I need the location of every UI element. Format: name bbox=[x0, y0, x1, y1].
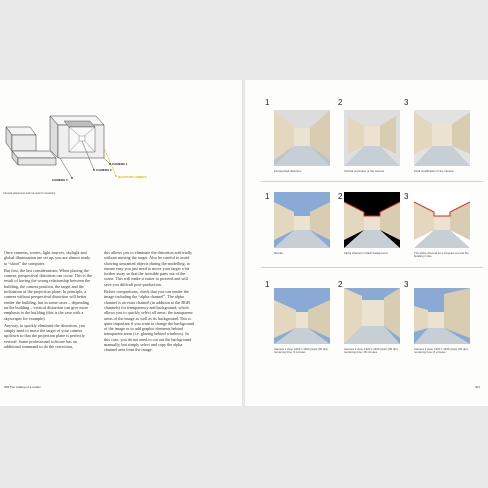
book-gutter bbox=[242, 80, 245, 406]
left-folio: 300 The making of a render bbox=[4, 385, 41, 389]
diagram-caption: Camera placement and cut-outs for rendering bbox=[3, 192, 56, 195]
step-number: 2 bbox=[338, 98, 343, 107]
render-caption: Camera 1 view, 1900 x 1400 pixels (60 dpi), rendering time: 9 minutes bbox=[274, 347, 329, 355]
render-caption: Vertical correction of the camera bbox=[344, 169, 385, 173]
step-number: 1 bbox=[265, 280, 270, 289]
camera-2-label: CAMERA 2 bbox=[96, 168, 112, 172]
step-number: 3 bbox=[404, 98, 409, 107]
render-caption: The alpha channel as a cropped out and the building in line bbox=[414, 251, 469, 259]
right-page bbox=[244, 80, 488, 406]
render-alpha-channel-black bbox=[344, 192, 400, 248]
render-perspective-distorted bbox=[274, 110, 330, 166]
render-camera-1 bbox=[274, 288, 330, 344]
render-caption: Alpha channel in black background bbox=[344, 251, 388, 255]
floor-plan-diagram bbox=[0, 108, 150, 188]
paragraph: this allows you to eliminate the distortion artificially without moving the target. Also be careful to avoid showing unwanted objects during the modelling, to ensure easy you just need to move your target a bit further away so that the invisible parts out of the scene. This will make it easier to proceed and will save you difficult post-production. bbox=[104, 250, 193, 287]
step-number: 3 bbox=[404, 192, 409, 201]
render-vertical-correction bbox=[344, 110, 400, 166]
step-number: 1 bbox=[265, 98, 270, 107]
render-caption: Final modification of the camera bbox=[414, 169, 454, 173]
render-camera-2 bbox=[344, 288, 400, 344]
text-column-1 bbox=[4, 250, 94, 351]
left-page bbox=[0, 80, 243, 406]
render-caption: Camera 2 view, 1900 x 1400 pixels (60 dpi), rendering time: 18 minutes bbox=[344, 347, 399, 355]
camera-3-label: CAMERA 3 bbox=[52, 178, 68, 182]
step-number: 2 bbox=[338, 280, 343, 289]
step-number: 2 bbox=[338, 192, 343, 201]
paragraph: But first, the last considerations: When placing the camera, perspectival distortion can occur. This is the result of having the wrong relationship between the building, the camera position, the target and the inclination of the projection plane. In principle, a camera without perspectival distortion will better render the building, but in some cases – depending on the building – vertical distortion can give more emphasis to the building (this is the case with a skyscraper for example). bbox=[4, 267, 92, 321]
render-final bbox=[274, 192, 330, 248]
paragraph: Anyway, to quickly eliminate the distortion, you simply need to move the target of your camera up/down so that the projection plane is perfectly vertical. Some professional software has an additional command to do the correction, bbox=[4, 322, 86, 350]
paragraph: Once cameras, scenes, light sources, skylight and global illumination are set up, you are almost ready to “shoot” the computer. bbox=[4, 250, 91, 266]
render-final-camera bbox=[414, 110, 470, 166]
render-caption: Perspectival distortion bbox=[274, 169, 302, 173]
render-camera-3 bbox=[414, 288, 470, 344]
paragraph: Before comparisons, check that you can render the image including the “alpha channel”. The alpha channel is an extra channel (in addition to the RGB channels) for transparency and background, which allows you to quickly select all areas: the transparent areas of the image as well as its background. This is quite important if you want to change the background of the image or to add graphic elements behind transparent areas (i.e. glazing behind windows). In this case, you do not need to cut out the background manually, but simply select and copy the alpha channel area from the image. bbox=[104, 289, 195, 353]
camera-1-label: CAMERA 1 bbox=[112, 162, 128, 166]
right-folio: 301 bbox=[475, 385, 481, 389]
step-number: 3 bbox=[404, 280, 409, 289]
render-caption: Camera 3 view, 1900 x 1400 pixels (60 dpi), rendering time: 8 minutes bbox=[414, 347, 469, 355]
render-alpha-cutout bbox=[414, 192, 470, 248]
divider bbox=[261, 181, 483, 182]
divider bbox=[261, 267, 483, 268]
rooftop-camera-label: ROOFTOP CAMERA bbox=[118, 175, 147, 179]
render-caption: Render bbox=[274, 251, 284, 255]
text-column-2 bbox=[104, 250, 194, 355]
step-number: 1 bbox=[265, 192, 270, 201]
